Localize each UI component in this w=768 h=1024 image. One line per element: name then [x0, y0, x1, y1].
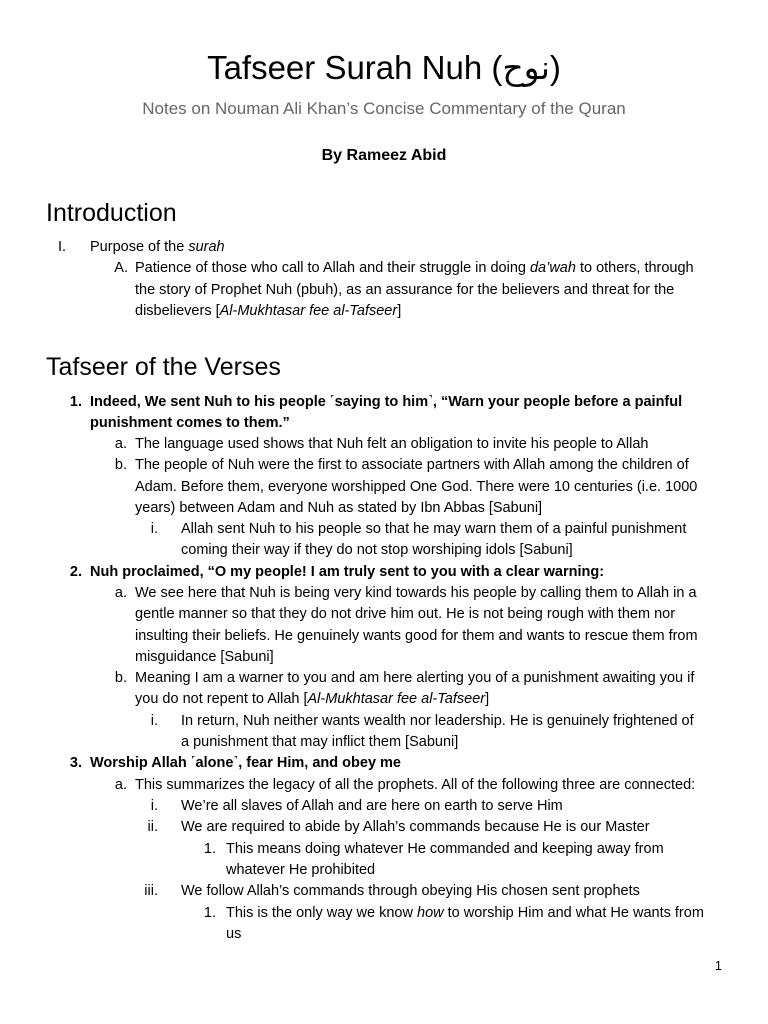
list-item-line: The language used shows that Nuh felt an obligation to invite his people to Allah: [135, 436, 649, 452]
list-item-line: In return, Nuh neither wants wealth nor leadership. He is genuinely frightened of: [181, 713, 694, 729]
document-subtitle: Notes on Nouman Ali Khan’s Concise Commentary of the Quran: [142, 99, 626, 118]
list-marker: 1.: [203, 905, 216, 921]
verse-text: Worship Allah ˹alone˺, fear Him, and obey me: [90, 755, 401, 771]
list-marker: 1.: [203, 841, 216, 857]
list-item-line: Allah sent Nuh to his people so that he may warn them of a painful punishment: [181, 521, 687, 537]
list-marker: a.: [114, 436, 127, 452]
list-item-line: insulting their beliefs. He genuinely wants good for them and wants to rescue them from: [135, 628, 698, 644]
list-marker: a.: [114, 585, 127, 601]
list-marker: i.: [150, 521, 158, 537]
list-item-line: a punishment that may inflict them [Sabuni]: [181, 734, 459, 750]
list-marker: a.: [114, 777, 127, 793]
list-item-line: [226, 903, 704, 924]
document-title: Tafseer Surah Nuh (نوح): [207, 49, 561, 86]
text: ]: [397, 303, 402, 319]
emphasis-text: da’wah: [529, 260, 576, 276]
list-item: [90, 237, 225, 258]
text: to others, through: [575, 260, 694, 276]
text: Patience of those who call to Allah and their struggle in doing: [135, 260, 530, 276]
list-item-line: years) between Adam and Nuh as stated by Ibn Abbas [Sabuni]: [135, 500, 543, 516]
verse-text: Nuh proclaimed, “O my people! I am truly sent to you with a clear warning:: [90, 564, 605, 580]
list-item-line: We see here that Nuh is being very kind towards his people by calling them to Allah in a: [135, 585, 697, 601]
list-marker: A.: [114, 260, 128, 276]
list-marker: 2.: [69, 564, 82, 580]
list-item-line: the story of Prophet Nuh (pbuh), as an assurance for the believers and threat for the: [135, 282, 675, 298]
list-marker: ii.: [147, 819, 158, 835]
list-item-line: The people of Nuh were the first to associate partners with Allah among the children of: [135, 457, 689, 473]
list-item-line: whatever He prohibited: [226, 862, 376, 878]
list-marker: 3.: [69, 755, 82, 771]
list-item-line: We follow Allah’s commands through obeying His chosen sent prophets: [181, 883, 640, 899]
list-item-line: coming their way if they do not stop worshiping idols [Sabuni]: [181, 542, 573, 558]
list-marker: 1.: [69, 394, 82, 410]
text: to worship Him and what He wants from: [443, 905, 704, 921]
list-item-line: gentle manner so that they do not drive him out. He is not being rough with them nor: [135, 606, 676, 622]
list-item-line: misguidance [Sabuni]: [135, 649, 274, 665]
emphasis-text: surah: [188, 239, 225, 255]
section-heading-verses: Tafseer of the Verses: [46, 353, 281, 381]
text: disbelievers [: [135, 303, 220, 319]
list-item-line: This means doing whatever He commanded and keeping away from: [226, 841, 664, 857]
text: you do not repent to Allah [: [135, 691, 308, 707]
list-marker: i.: [150, 713, 158, 729]
list-item-line: [135, 689, 489, 710]
text: This is the only way we know: [226, 905, 417, 921]
list-item-line: [135, 301, 401, 322]
verse-text: Indeed, We sent Nuh to his people ˹saying to him˺, “Warn your people before a painful: [90, 394, 683, 410]
emphasis-text: Al-Mukhtasar fee al-Tafseer: [307, 691, 486, 707]
list-marker: b.: [114, 457, 127, 473]
emphasis-text: Al-Mukhtasar fee al-Tafseer: [219, 303, 398, 319]
emphasis-text: how: [417, 905, 444, 921]
list-marker: b.: [114, 670, 127, 686]
list-item-line: This summarizes the legacy of all the prophets. All of the following three are connected:: [135, 777, 696, 793]
list-item-line: We’re all slaves of Allah and are here on earth to serve Him: [181, 798, 563, 814]
list-marker: iii.: [144, 883, 158, 899]
list-marker: i.: [150, 798, 158, 814]
section-heading-introduction: Introduction: [46, 199, 177, 227]
text: ]: [485, 691, 490, 707]
list-item-line: We are required to abide by Allah’s commands because He is our Master: [181, 819, 650, 835]
list-item-line: Adam. Before them, everyone worshipped One God. There were 10 centuries (i.e. 1000: [135, 479, 698, 495]
text: Purpose of the: [90, 239, 189, 255]
list-item-line: us: [226, 926, 242, 942]
list-item-line: Meaning I am a warner to you and am here alerting you of a punishment awaiting you if: [135, 670, 695, 686]
list-marker: I.: [57, 239, 66, 255]
list-item-line: [135, 258, 694, 279]
verse-text: punishment comes to them.”: [90, 415, 290, 431]
page-number: 1: [714, 958, 722, 973]
document-author: By Rameez Abid: [321, 147, 447, 164]
